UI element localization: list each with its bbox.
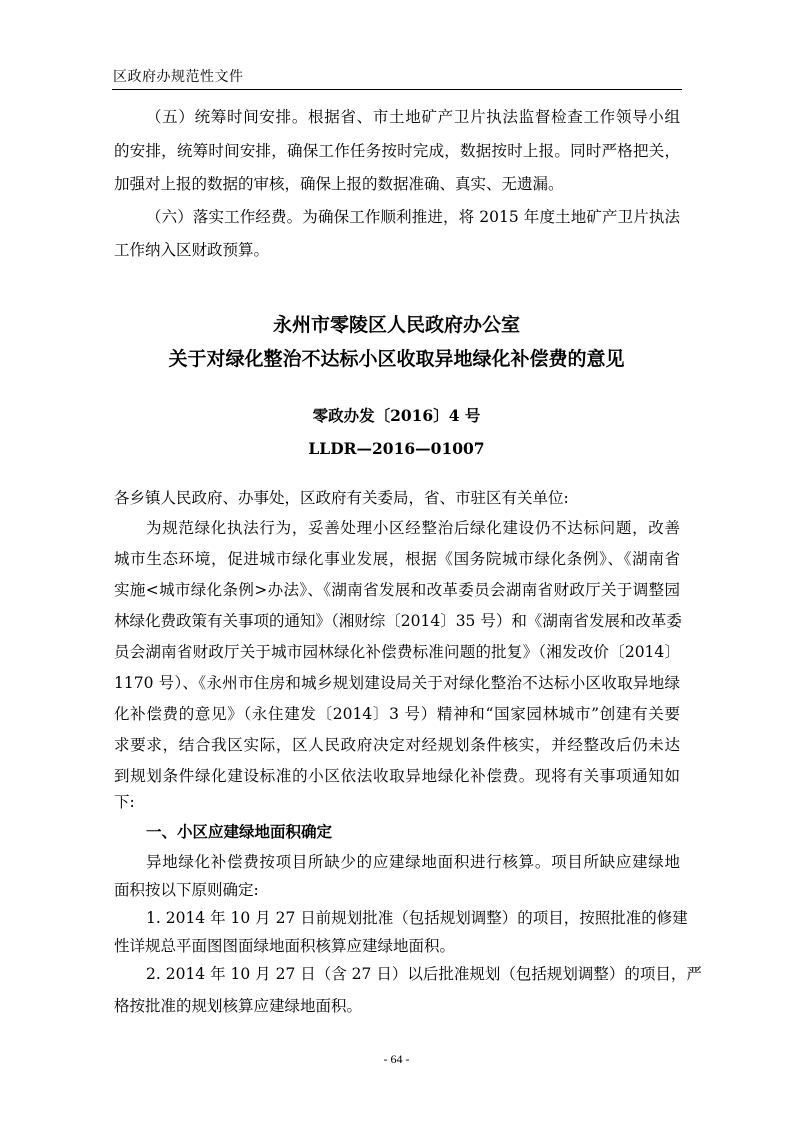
page-number: - 64 - [383, 1052, 410, 1066]
document-number: 零政办发〔2016〕4 号 [312, 406, 481, 425]
document-title-line-2: 关于对绿化整治不达标小区收取异地绿化补偿费的意见 [168, 348, 625, 370]
paragraph-line: 面积按以下原则确定: [114, 881, 259, 899]
paragraph-line: （五）统筹时间安排。根据省、市土地矿产卫片执法监督检查工作领导小组 [146, 108, 680, 126]
paragraph-line: 实施<城市绿化条例>办法》、《湖南省发展和改革委员会湖南省财政厅关于调整园 [114, 581, 680, 599]
document-code: LLDR—2016—01007 [308, 439, 485, 458]
paragraph-line: 林绿化费政策有关事项的通知》（湘财综〔2014〕35 号）和《湖南省发展和改革委 [114, 612, 682, 630]
paragraph-line: （六）落实工作经费。为确保工作顺利推进，将 2015 年度土地矿产卫片执法 [146, 208, 680, 226]
section-heading: 一、小区应建绿地面积确定 [146, 822, 333, 841]
paragraph-line: 员会湖南省财政厅关于城市园林绿化补偿费标准问题的批复》（湘发改价〔2014〕 [114, 643, 680, 661]
paragraph-line: 工作纳入区财政预算。 [114, 241, 270, 259]
paragraph-line: 求要求，结合我区实际，区人民政府决定对经规划条件核实，并经整改后仍未达 [114, 736, 680, 754]
paragraph-line: 1170 号）、《永州市住房和城乡规划建设局关于对绿化整治不达标小区收取异地绿 [114, 674, 680, 692]
document-title-line-1: 永州市零陵区人民政府办公室 [272, 314, 520, 336]
paragraph-line: 1. 2014 年 10 月 27 日前规划批准（包括规划调整）的项目，按照批准的修建 [146, 909, 688, 927]
paragraph-line: 异地绿化补偿费按项目所缺少的应建绿地面积进行核算。项目所缺应建绿地 [146, 853, 680, 871]
paragraph-line: 城市生态环境，促进城市绿化事业发展，根据《国务院城市绿化条例》、《湖南省 [114, 550, 680, 568]
paragraph-line: 性详规总平面图图面绿地面积核算应建绿地面积。 [114, 937, 456, 955]
addressee-line: 各乡镇人民政府、办事处，区政府有关委局，省、市驻区有关单位: [114, 489, 569, 507]
paragraph-line: 格按批准的规划核算应建绿地面积。 [114, 997, 363, 1015]
paragraph-line: 加强对上报的数据的审核，确保上报的数据准确、真实、无遗漏。 [114, 175, 564, 193]
paragraph-line: 化补偿费的意见》（永住建发〔2014〕3 号）精神和“国家园林城市”创建有关要 [114, 705, 680, 723]
paragraph-line: 到规划条件绿化建设标准的小区依法收取异地绿化补偿费。现将有关事项通知如 [114, 767, 680, 785]
paragraph-line: 下: [114, 793, 135, 811]
paragraph-line: 为规范绿化执法行为，妥善处理小区经整治后绿化建设仍不达标问题，改善 [146, 519, 680, 537]
running-header: 区政府办规范性文件 [113, 69, 244, 85]
paragraph-line: 的安排，统筹时间安排，确保工作任务按时完成，数据按时上报。同时严格把关， [114, 142, 680, 160]
paragraph-line: 2. 2014 年 10 月 27 日（含 27 日）以后批准规划（包括规划调整）的项目，严 [146, 965, 702, 983]
